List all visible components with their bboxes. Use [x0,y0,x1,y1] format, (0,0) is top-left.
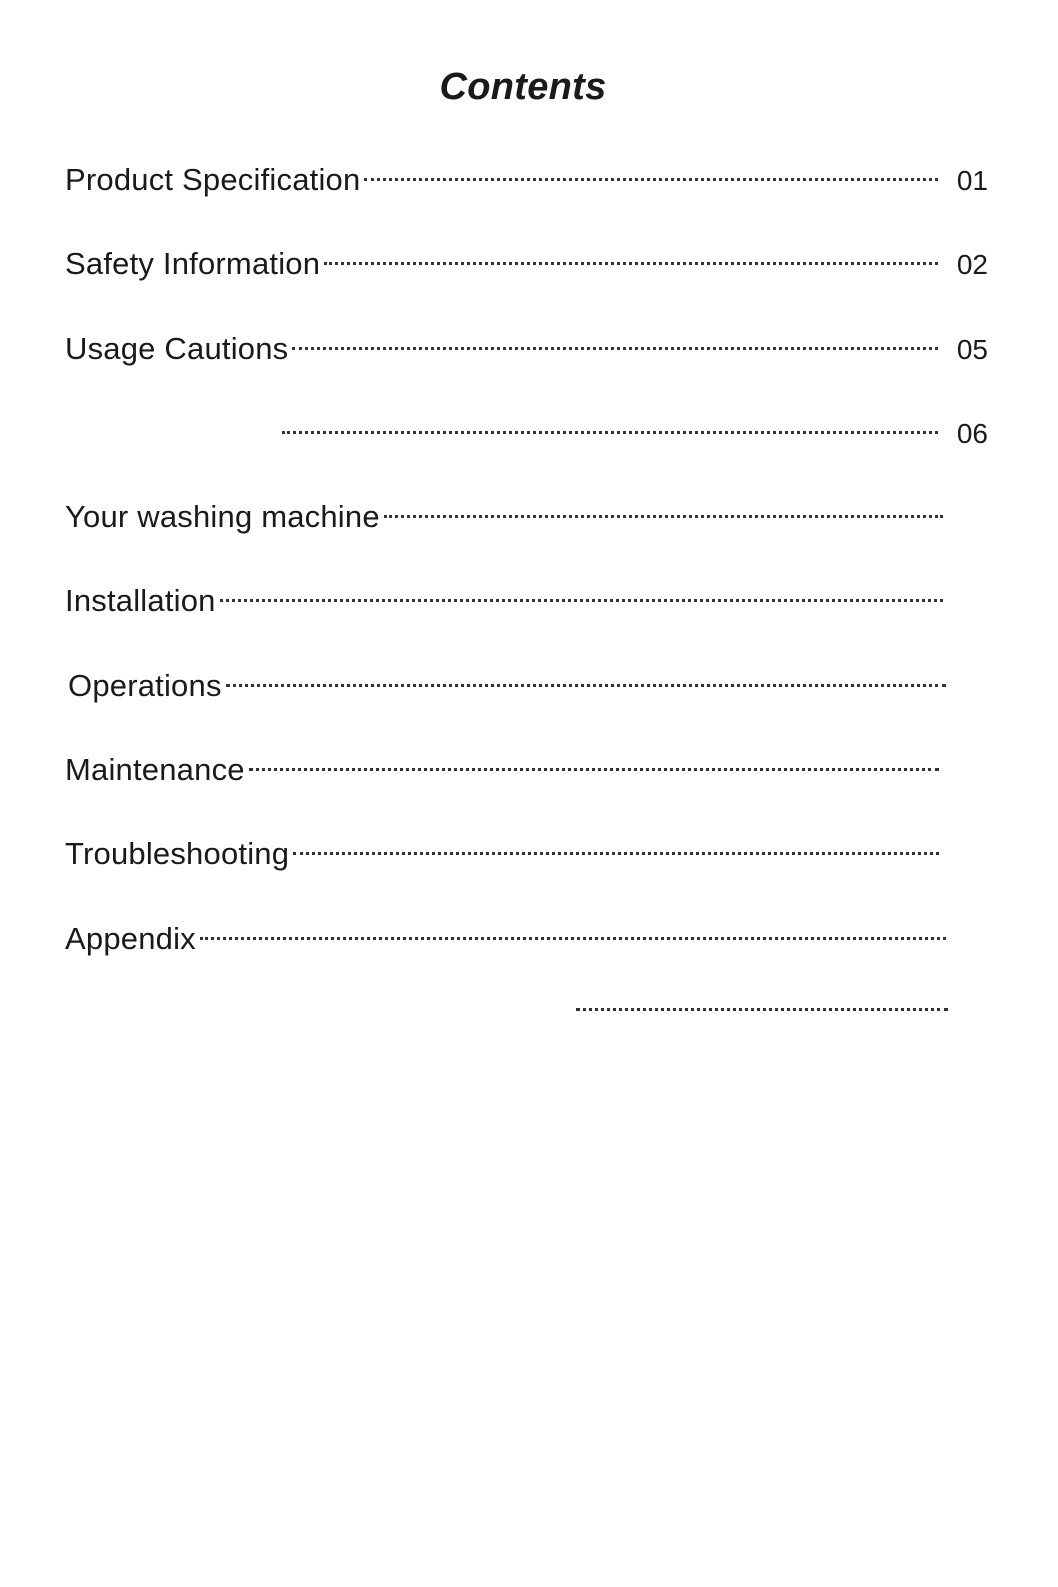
toc-dot-leader [360,150,940,190]
toc-entry-trailing-leader[interactable] [572,980,950,1020]
toc-entry-installation[interactable] [65,571,945,618]
page-title: Contents [439,66,607,108]
toc-entry-unlabeled[interactable] [278,403,988,449]
toc-dot-leader [216,571,945,611]
toc-dot-leader [320,234,940,274]
toc-page-number: 01 [956,165,988,196]
toc-entry-troubleshooting[interactable] [65,824,941,871]
toc-entry-operations[interactable] [68,656,948,703]
toc-entry-product-specification[interactable] [65,150,988,197]
toc-entry-label: Safety Information [65,246,321,281]
toc-entry-maintenance[interactable] [65,740,941,787]
toc-dot-leader [289,824,941,864]
toc-dot-leader [572,980,950,1020]
toc-entry-label: Usage Cautions [65,331,289,366]
toc-entry-label: Maintenance [65,752,245,787]
toc-dot-leader [196,909,948,949]
toc-dot-leader [278,403,940,443]
toc-page-number: 02 [956,249,988,280]
toc-entry-label: Appendix [65,921,196,956]
toc-entry-appendix[interactable] [65,909,948,956]
toc-entry-label: Operations [68,668,222,703]
toc-entry-usage-cautions[interactable] [65,319,988,366]
toc-dot-leader [222,656,948,696]
toc-entry-your-washing-machine[interactable] [65,487,945,534]
toc-dot-leader [245,740,941,780]
toc-entry-label: Product Specification [65,162,361,197]
toc-page-number: 06 [956,418,988,449]
toc-dot-leader [380,487,945,527]
toc-entry-label: Installation [65,583,216,618]
toc-entry-label: Your washing machine [65,499,380,534]
toc-page-number: 05 [956,334,988,365]
toc-dot-leader [288,319,940,359]
toc-entry-safety-information[interactable] [65,234,988,281]
toc-entry-label: Troubleshooting [65,836,290,871]
